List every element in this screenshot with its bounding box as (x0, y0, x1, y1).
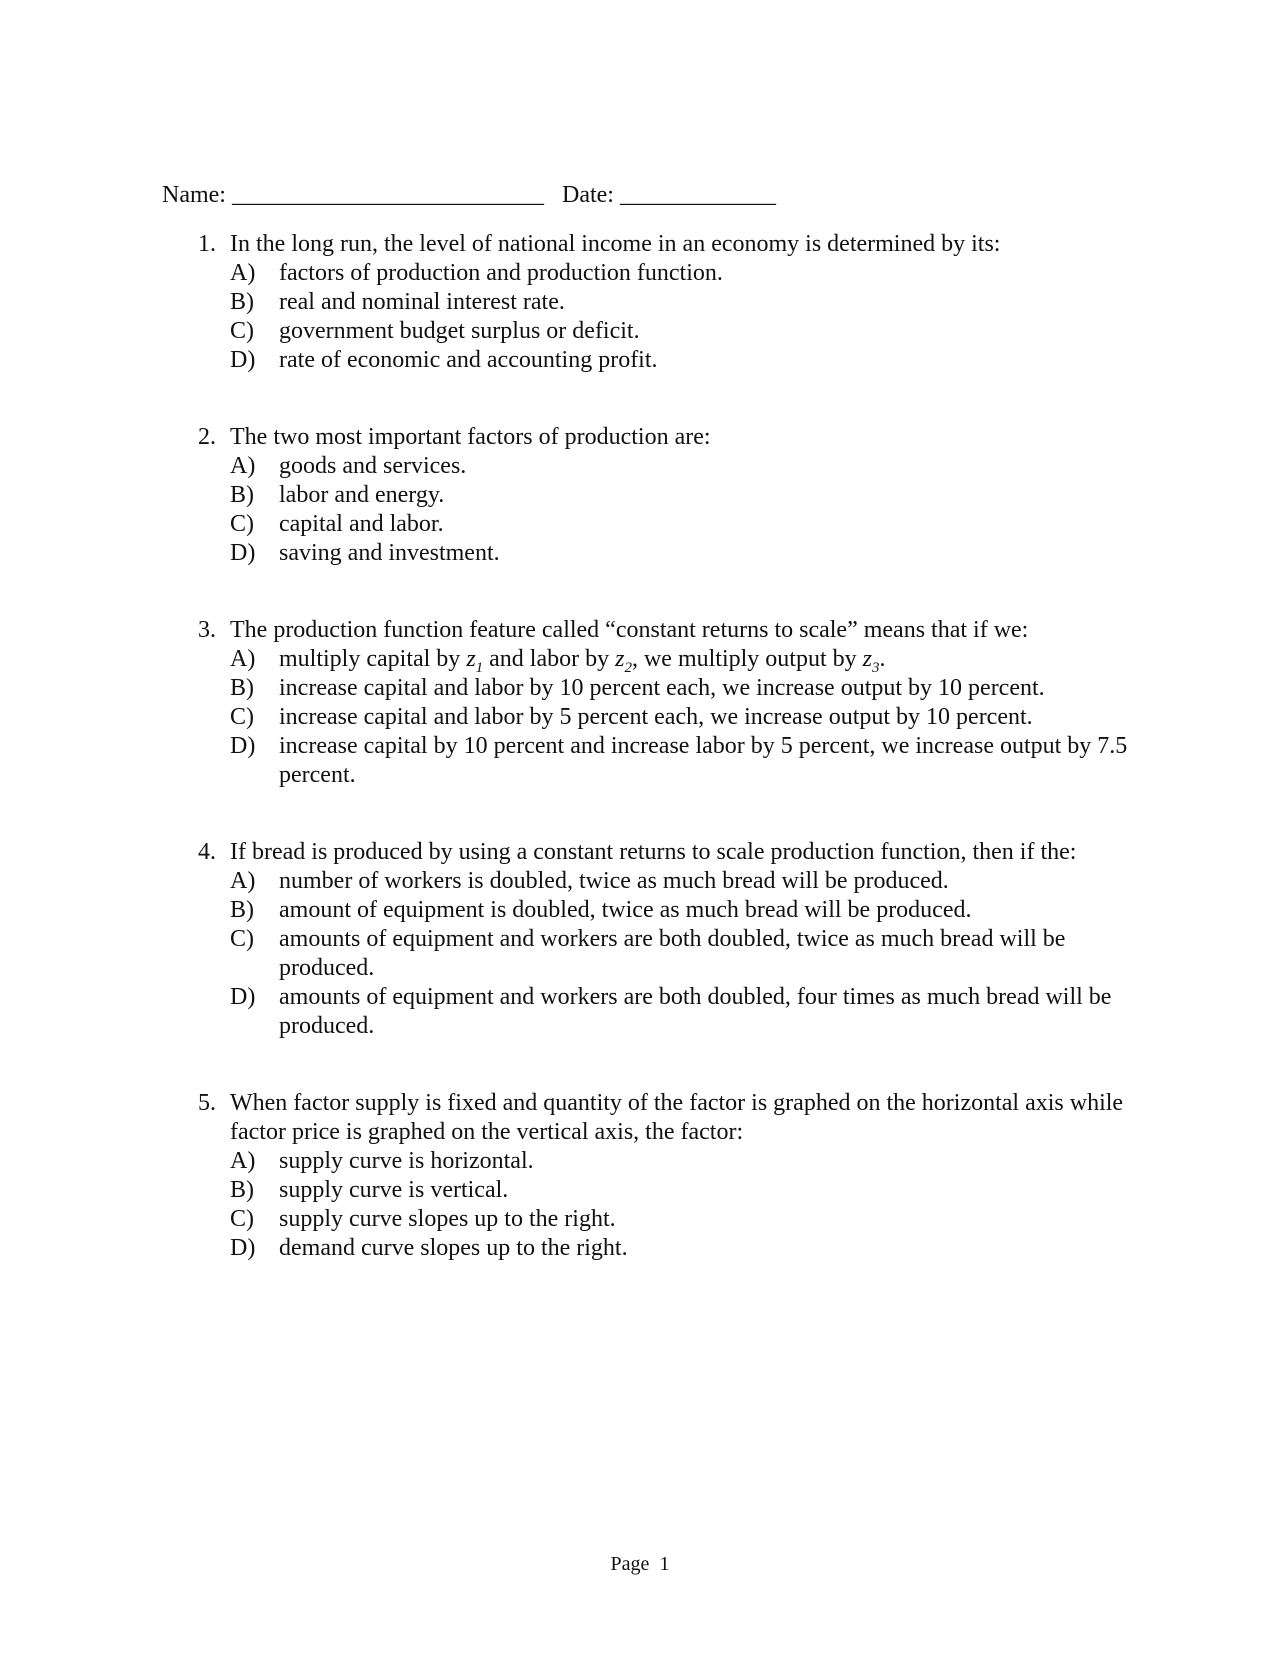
choice-letter: C) (230, 926, 254, 952)
math-variable (862, 646, 880, 676)
choice-text: amounts of equipment and workers are both doubled, twice as much bread will be produced. (279, 926, 1066, 981)
choice-d (230, 732, 1138, 790)
question-1 (198, 230, 1138, 375)
choice-letter: D) (230, 347, 256, 373)
choice-letter: B) (230, 897, 254, 923)
name-date-header (150, 152, 776, 210)
date-label: Date: (561, 182, 614, 208)
math-variable (466, 646, 484, 676)
choice-text: increase capital and labor by 5 percent each, we increase output by 10 percent. (279, 704, 1033, 730)
choice-text: amount of equipment is doubled, twice as much bread will be produced. (279, 897, 972, 923)
question-2 (198, 423, 1138, 568)
choice-letter: D) (230, 733, 256, 759)
choice-letter: C) (230, 511, 254, 537)
choice-text (279, 645, 1138, 674)
choice-text: increase capital by 10 percent and increase labor by 5 percent, we increase output by 7.5 percent. (279, 733, 1128, 788)
choice-text: number of workers is doubled, twice as much bread will be produced. (279, 868, 949, 894)
choice-d (230, 1234, 1138, 1263)
choice-a (230, 645, 1138, 674)
choice-letter: B) (230, 675, 254, 701)
choice-text: increase capital and labor by 10 percent each, we increase output by 10 percent. (279, 675, 1045, 701)
choice-list (230, 452, 1138, 568)
math-subscript: 2 (624, 659, 632, 676)
name-label: Name: (162, 182, 226, 208)
question-number: 1. (198, 231, 216, 257)
choice-d (230, 983, 1138, 1041)
choice-text: government budget surplus or deficit. (279, 318, 640, 344)
question-number: 2. (198, 424, 216, 450)
choice-text-part: , we multiply output by (631, 646, 863, 672)
choice-b (230, 896, 1138, 925)
choice-text-part: and labor by (483, 646, 616, 672)
choice-letter: D) (230, 1235, 256, 1261)
name-blank: __________________________ (231, 182, 544, 208)
question-5 (198, 1089, 1138, 1263)
choice-letter: C) (230, 704, 254, 730)
choice-text-part: multiply capital by (279, 646, 467, 672)
choice-letter: D) (230, 984, 256, 1010)
choice-text: supply curve is vertical. (279, 1177, 509, 1203)
choice-text: supply curve is horizontal. (279, 1148, 534, 1174)
math-symbol: z (466, 646, 476, 672)
question-number: 3. (198, 617, 216, 643)
choice-text: saving and investment. (279, 540, 500, 566)
choice-text: supply curve slopes up to the right. (279, 1206, 616, 1232)
choice-b (230, 288, 1138, 317)
page-label: Page (610, 1553, 650, 1575)
choice-list (230, 1147, 1138, 1263)
choice-letter: C) (230, 318, 254, 344)
question-text: If bread is produced by using a constant returns to scale production function, then if the: (230, 839, 1077, 865)
choice-letter: C) (230, 1206, 254, 1232)
choice-d (230, 539, 1138, 568)
choice-text: amounts of equipment and workers are both doubled, four times as much bread will be produced. (279, 984, 1112, 1039)
choice-d (230, 346, 1138, 375)
question-list (198, 230, 1138, 1311)
choice-b (230, 1176, 1138, 1205)
choice-b (230, 481, 1138, 510)
question-text: The two most important factors of production are: (230, 424, 711, 450)
choice-text: labor and energy. (279, 482, 445, 508)
choice-a (230, 259, 1138, 288)
choice-letter: D) (230, 540, 256, 566)
question-number: 5. (198, 1090, 216, 1116)
page-number: 1 (659, 1553, 670, 1575)
choice-text: goods and services. (279, 453, 467, 479)
choice-letter: A) (230, 646, 256, 672)
page-footer (0, 1550, 1280, 1579)
date-blank: _____________ (619, 182, 776, 208)
question-number: 4. (198, 839, 216, 865)
choice-letter: A) (230, 260, 256, 286)
math-subscript: 1 (475, 659, 484, 676)
choice-text-part: . (879, 646, 886, 672)
choice-list (230, 259, 1138, 375)
choice-text: capital and labor. (279, 511, 444, 537)
choice-a (230, 1147, 1138, 1176)
choice-c (230, 510, 1138, 539)
choice-text: real and nominal interest rate. (279, 289, 565, 315)
choice-letter: B) (230, 1177, 254, 1203)
choice-list (230, 645, 1138, 790)
choice-text: factors of production and production function. (279, 260, 723, 286)
choice-letter: A) (230, 453, 256, 479)
question-text: The production function feature called “constant returns to scale” means that if we: (230, 617, 1029, 643)
math-subscript: 3 (871, 659, 880, 676)
choice-list (230, 867, 1138, 1041)
choice-text: demand curve slopes up to the right. (279, 1235, 628, 1261)
question-text: In the long run, the level of national income in an economy is determined by its: (230, 231, 1001, 257)
question-4 (198, 838, 1138, 1041)
choice-letter: A) (230, 1148, 256, 1174)
choice-letter: B) (230, 289, 254, 315)
math-symbol: z (862, 646, 872, 672)
choice-text: rate of economic and accounting profit. (279, 347, 658, 373)
choice-c (230, 925, 1138, 983)
choice-letter: A) (230, 868, 256, 894)
question-3 (198, 616, 1138, 790)
choice-letter: B) (230, 482, 254, 508)
choice-c (230, 703, 1138, 732)
math-variable (615, 646, 632, 676)
math-symbol: z (615, 646, 625, 672)
choice-b (230, 674, 1138, 703)
choice-c (230, 317, 1138, 346)
choice-a (230, 452, 1138, 481)
choice-c (230, 1205, 1138, 1234)
question-text: When factor supply is fixed and quantity of the factor is graphed on the horizontal axis while factor price is graphed on the vertical axis, the factor: (230, 1090, 1124, 1145)
choice-a (230, 867, 1138, 896)
